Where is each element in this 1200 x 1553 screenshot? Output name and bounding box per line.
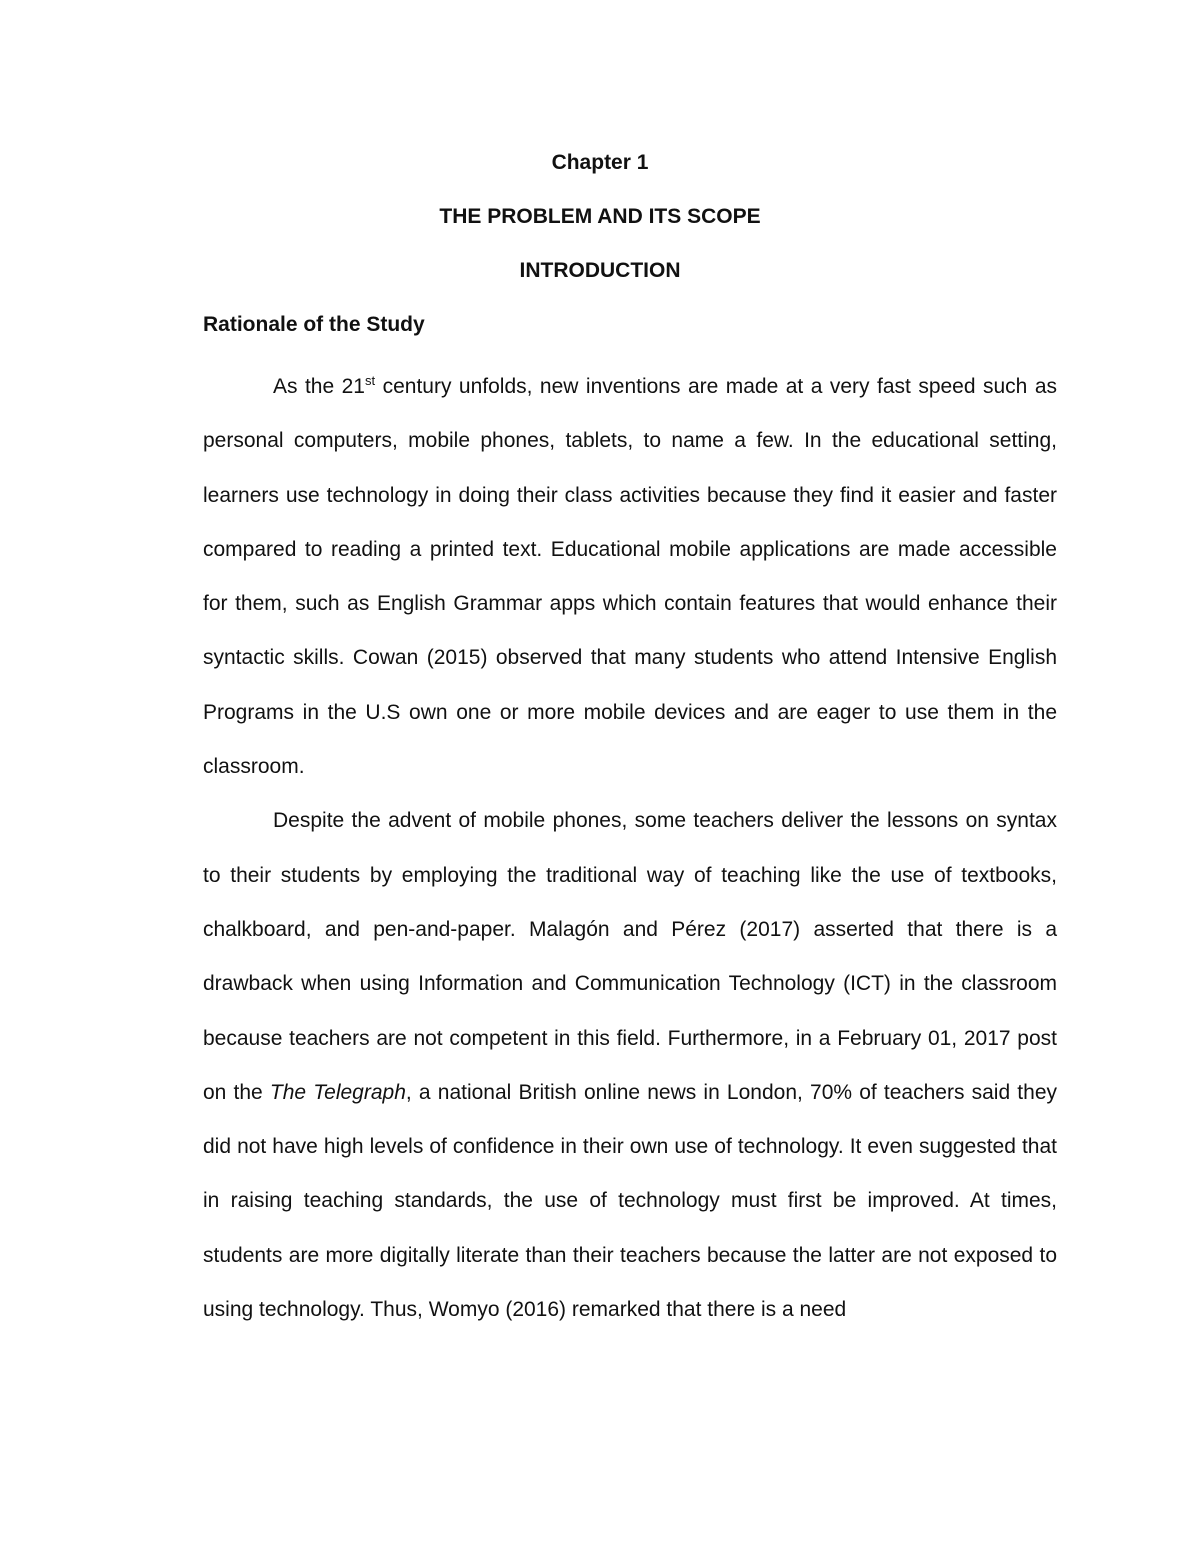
- paragraph-1-text-rest: century unfolds, new inventions are made at a very fast speed such as personal computers, mobile phones, tablets, to name a few. In the educational setting, learners use technology in doing their class activities because they find it easier and faster compared to reading a printed text. Educational mobile applications are made accessible for them, such as English Grammar apps which contain features that would enhance their syntactic skills. Cowan (2015) observed that many students who attend Intensive English Programs in the U.S own one or more mobile devices and are eager to use them in the classroom.: [203, 375, 1058, 779]
- paragraph-1-text-start: As the 21: [273, 375, 365, 398]
- publication-title: The Telegraph: [269, 1080, 406, 1104]
- paragraph-2: [203, 794, 1057, 1337]
- paragraph-1: [203, 360, 1057, 794]
- part-title: THE PROBLEM AND ITS SCOPE: [439, 205, 761, 228]
- body-text: [203, 360, 1057, 1337]
- paragraph-2-text-rest: , a national British online news in London, 70% of teachers said they did not have high levels of confidence in their own use of technology. It even suggested that in raising teaching standards, the use of technology must first be improved. At times, students are more digitally literate than their teachers because the latter are not exposed to using technology. Thus, Womyo (2016) remarked that there is a need: [203, 1080, 1057, 1322]
- paragraph-2-text-start: Despite the advent of mobile phones, some teachers deliver the lessons on syntax to their students by employing the traditional way of teaching like the use of textbooks, chalkboard, and pen-and-paper. Malagón and Pérez (2017) asserted that there is a drawback when using Information and Communication Technology (ICT) in the classroom because teachers are not competent in this field. Furthermore, in a February 01, 2017 post on the: [203, 809, 1057, 1104]
- section-title: INTRODUCTION: [519, 259, 681, 282]
- ordinal-suffix: st: [365, 373, 376, 388]
- subsection-title: Rationale of the Study: [203, 313, 425, 336]
- chapter-label: Chapter 1: [551, 151, 649, 174]
